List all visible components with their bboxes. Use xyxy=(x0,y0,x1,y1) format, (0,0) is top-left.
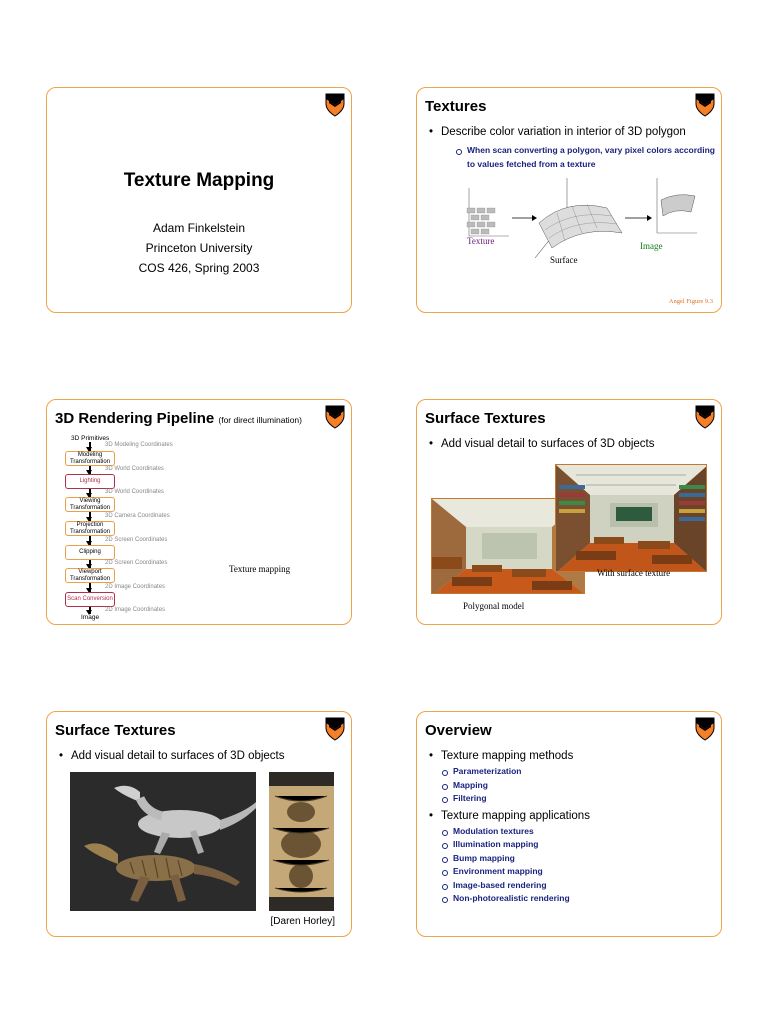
pipeline-arrow xyxy=(89,536,91,545)
sub-bullet-item: Parameterization xyxy=(441,765,711,779)
stage-projection: Projection Transformation xyxy=(65,521,115,536)
bullet-item: • Add visual detail to surfaces of 3D objects xyxy=(427,438,711,450)
dinosaur-render-image xyxy=(70,772,256,911)
author-block xyxy=(47,218,351,278)
coordinate-label: 3D Modeling Coordinates xyxy=(105,442,173,448)
label-surface: Surface xyxy=(550,255,578,265)
bullet-item: • Texture mapping methods xyxy=(427,750,711,762)
course-info: COS 426, Spring 2003 xyxy=(138,261,260,275)
label-image: Image xyxy=(640,241,663,251)
sub-bullet-list xyxy=(441,825,711,906)
pipeline-start-label: 3D Primitives xyxy=(71,435,110,442)
texture-mapping-annotation: Texture mapping xyxy=(229,564,291,574)
princeton-shield-icon xyxy=(695,717,715,741)
author-name: Adam Finkelstein xyxy=(152,221,246,235)
pipeline-diagram xyxy=(47,400,247,625)
stage-viewport: Viewport Transformation xyxy=(65,568,115,583)
heading-text: 3D Rendering Pipeline xyxy=(55,410,215,427)
caption-with-texture: With surface texture xyxy=(597,568,671,578)
sub-bullet-item: Modulation textures xyxy=(441,825,711,839)
coordinate-label: 2D Screen Coordinates xyxy=(105,537,168,543)
stage-scan-conversion: Scan Conversion xyxy=(65,592,115,607)
label-texture: Texture xyxy=(467,236,495,246)
slide-rendering-pipeline xyxy=(46,399,352,625)
pipeline-arrow xyxy=(89,489,91,497)
slide-overview xyxy=(416,711,722,937)
sub-bullet-item: Environment mapping xyxy=(441,865,711,879)
heading-note: (for direct illumination) xyxy=(218,415,302,425)
bullet-list xyxy=(427,438,711,453)
textured-model-image xyxy=(555,464,707,572)
stage-clipping: Clipping xyxy=(65,545,115,560)
sub-bullet-item: Filtering xyxy=(441,792,711,806)
pipeline-arrow xyxy=(89,512,91,521)
princeton-shield-icon xyxy=(325,93,345,117)
sub-bullet-item: Illumination mapping xyxy=(441,838,711,852)
image-credit: [Daren Horley] xyxy=(270,916,335,927)
sub-bullet-item: Mapping xyxy=(441,779,711,793)
pipeline-arrow xyxy=(89,560,91,568)
coordinate-label: 2D Screen Coordinates xyxy=(105,560,168,566)
slide-heading: Surface Textures xyxy=(55,722,176,739)
slide-heading: Surface Textures xyxy=(425,410,546,427)
pipeline-end-label: Image xyxy=(81,614,100,621)
sub-bullet-list xyxy=(441,765,711,806)
bullet-item: • Add visual detail to surfaces of 3D objects xyxy=(57,750,341,762)
sub-bullet-list xyxy=(455,144,715,171)
pipeline-arrow xyxy=(89,607,91,614)
slide-surface-textures-dinosaurs xyxy=(46,711,352,937)
stage-viewing: Viewing Transformation xyxy=(65,497,115,512)
texture-map-image xyxy=(269,772,334,911)
pipeline-arrow xyxy=(89,442,91,451)
coordinate-label: 3D World Coordinates xyxy=(105,489,164,495)
coordinate-label: 2D Image Coordinates xyxy=(105,584,166,590)
pipeline-arrow xyxy=(89,466,91,474)
stage-lighting: Lighting xyxy=(65,474,115,489)
bullet-item: • Describe color variation in interior of 3D polygon xyxy=(427,126,711,138)
caption-polygonal-model: Polygonal model xyxy=(463,601,525,611)
institution: Princeton University xyxy=(145,241,253,255)
bullet-list xyxy=(57,750,341,765)
princeton-shield-icon xyxy=(695,405,715,429)
sub-bullet-item: Image-based rendering xyxy=(441,879,711,893)
slide-title-page xyxy=(46,87,352,313)
slide-heading: Textures xyxy=(425,98,487,115)
slide-textures xyxy=(416,87,722,313)
princeton-shield-icon xyxy=(325,405,345,429)
overview-list xyxy=(427,750,711,910)
coordinate-label: 2D Image Coordinates xyxy=(105,607,166,613)
slide-surface-textures-rooms xyxy=(416,399,722,625)
princeton-shield-icon xyxy=(325,717,345,741)
page-title: Texture Mapping xyxy=(123,170,275,191)
sub-bullet-item: Bump mapping xyxy=(441,852,711,866)
sub-bullet-item: When scan converting a polygon, vary pixel colors according to values fetched from a texture xyxy=(455,144,715,171)
princeton-shield-icon xyxy=(695,93,715,117)
coordinate-label: 3D Camera Coordinates xyxy=(105,513,170,519)
bullet-item: • Texture mapping applications xyxy=(427,810,711,822)
figure-credit: Angel Figure 9.3 xyxy=(668,298,713,305)
sub-bullet-item: Non-photorealistic rendering xyxy=(441,892,711,906)
bullet-list xyxy=(427,126,711,141)
stage-modeling: Modeling Transformation xyxy=(65,451,115,466)
coordinate-label: 3D World Coordinates xyxy=(105,466,164,472)
pipeline-arrow xyxy=(89,583,91,592)
slide-heading: Overview xyxy=(425,722,492,739)
